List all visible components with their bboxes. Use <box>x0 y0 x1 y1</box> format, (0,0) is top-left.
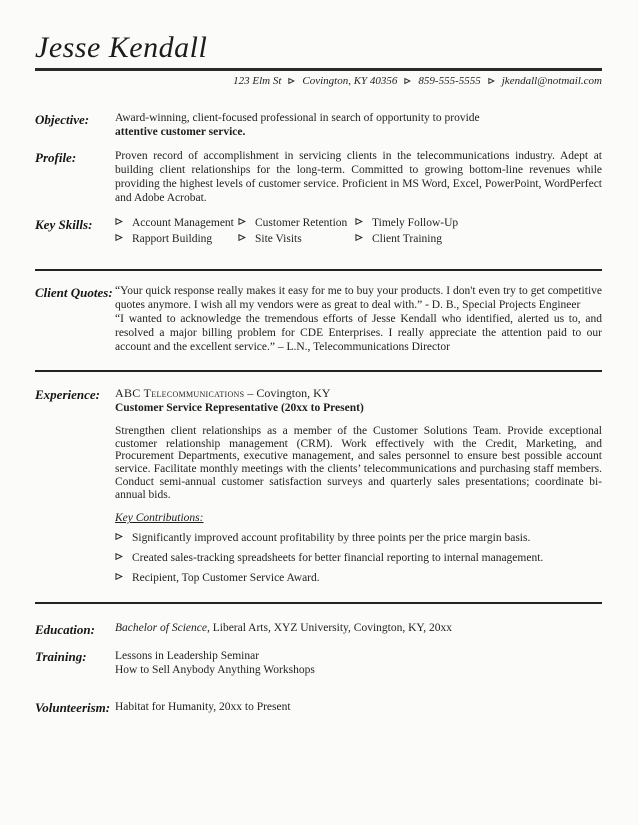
arrow-bullet-icon <box>115 572 123 581</box>
volunteerism-label: Volunteerism: <box>35 700 111 716</box>
skill-label: Rapport Building <box>132 233 213 245</box>
arrow-bullet-icon <box>115 233 123 242</box>
section-key-skills <box>35 216 602 247</box>
contribution-item <box>115 551 602 565</box>
key-skills-grid <box>115 216 602 247</box>
degree-name: Bachelor of Science <box>115 622 207 635</box>
skill-item <box>115 232 238 247</box>
contribution-text: Created sales-tracking spreadsheets for better financial reporting to internal management. <box>132 552 544 565</box>
training-item: Lessons in Leadership Seminar <box>115 649 260 662</box>
skill-item <box>115 216 238 231</box>
skill-item <box>238 216 355 231</box>
section-profile <box>35 149 602 205</box>
contribution-text: Recipient, Top Customer Service Award. <box>132 572 320 585</box>
volunteerism-text: Habitat for Humanity, 20xx to Present <box>115 700 291 713</box>
objective-line2: attentive customer service. <box>115 126 246 138</box>
arrow-bullet-icon <box>355 217 363 226</box>
client-quote: “Your quick response really makes it easy for me to buy your products. I don't even try to get competitive quotes anymore. I wish all my vendors were as great to deal with.” - D. B., Special Projects Engineer <box>115 285 602 311</box>
contact-city: Covington, KY 40356 <box>302 75 398 87</box>
company-line <box>115 386 602 401</box>
skill-label: Customer Retention <box>255 217 348 229</box>
objective-text <box>115 111 602 139</box>
contribution-item <box>115 571 602 585</box>
skill-item <box>355 232 602 247</box>
section-volunteerism <box>35 700 602 716</box>
arrow-bullet-icon <box>115 552 123 561</box>
arrow-bullet-icon <box>115 217 123 226</box>
profile-text: Proven record of accomplishment in servicing clients in the telecommunications industry. Adept at building client relationships for the long-term. Committed to growing bottom-line revenues while providing the highest levels of customer service. Proficient in MS Word, Excel, PowerPoint, WordPerfect and Adobe Acrobat. <box>115 150 602 204</box>
arrow-bullet-icon <box>404 77 411 85</box>
key-skills-label: Key Skills: <box>35 216 93 232</box>
training-label: Training: <box>35 649 87 665</box>
training-body <box>115 649 602 677</box>
degree-details: , Liberal Arts, XYZ University, Covington, KY, 20xx <box>206 622 452 635</box>
education-label: Education: <box>35 621 95 637</box>
arrow-bullet-icon <box>238 233 246 242</box>
arrow-bullet-icon <box>288 77 295 85</box>
arrow-bullet-icon <box>115 532 123 541</box>
client-quote: “I wanted to acknowledge the tremendous efforts of Jesse Kendall who identified, alerted us to, and resolved a major billing problem for CDE Enterprises. I really appreciate the attention paid to our account and the excellent service.” – L.N., Telecommunications Director <box>115 313 602 353</box>
contribution-item <box>115 531 602 545</box>
section-client-quotes <box>35 284 602 354</box>
contact-phone: 859-555-5555 <box>418 75 481 87</box>
training-item: How to Sell Anybody Anything Workshops <box>115 663 315 676</box>
company-location: – Covington, KY <box>247 386 331 400</box>
arrow-bullet-icon <box>355 233 363 242</box>
contribution-text: Significantly improved account profitability by three points per the price margin basis. <box>132 532 531 545</box>
education-line <box>115 621 602 637</box>
objective-line1: Award-winning, client-focused professional in search of opportunity to provide <box>115 112 480 124</box>
section-divider <box>35 602 602 604</box>
contact-line <box>35 75 602 87</box>
company-name: ABC Telecommunications <box>115 386 245 400</box>
contact-address: 123 Elm St <box>233 75 282 87</box>
header <box>35 30 602 87</box>
skill-label: Timely Follow-Up <box>372 217 459 229</box>
contact-email: jkendall@notmail.com <box>501 75 602 87</box>
skill-label: Account Management <box>132 217 234 229</box>
key-contributions-list <box>115 531 602 585</box>
profile-label: Profile: <box>35 149 77 165</box>
arrow-bullet-icon <box>238 217 246 226</box>
skill-item <box>238 232 355 247</box>
skill-label: Client Training <box>372 233 442 245</box>
section-training <box>35 649 602 677</box>
objective-label: Objective: <box>35 111 90 127</box>
section-objective <box>35 111 602 139</box>
skill-label: Site Visits <box>255 233 302 245</box>
key-contributions-heading: Key Contributions: <box>115 512 204 525</box>
job-description: Strengthen client relationships as a member of the Customer Solutions Team. Provide exceptional customer relationship management (CRM). Work effectively with the Credit, Marketing, and Procurement Departments, executive management, and sales personnel to ensure best possible account service. Facilitate monthly meetings with the clients’ telecommunications and purchasing staff members. Conduct semi-annual customer satisfaction surveys and quarterly sales presentations; coordinate bi-annual bids. <box>115 425 602 501</box>
section-education <box>35 621 602 637</box>
client-quotes-body <box>115 284 602 354</box>
arrow-bullet-icon <box>488 77 495 85</box>
experience-label: Experience: <box>35 386 100 402</box>
section-divider <box>35 370 602 372</box>
experience-body <box>115 386 602 585</box>
section-divider <box>35 269 602 271</box>
job-title: Customer Service Representative (20xx to Present) <box>115 402 364 414</box>
candidate-name: Jesse Kendall <box>35 30 602 71</box>
client-quotes-label: Client Quotes: <box>35 284 113 300</box>
section-experience <box>35 386 602 585</box>
skill-item <box>355 216 602 231</box>
